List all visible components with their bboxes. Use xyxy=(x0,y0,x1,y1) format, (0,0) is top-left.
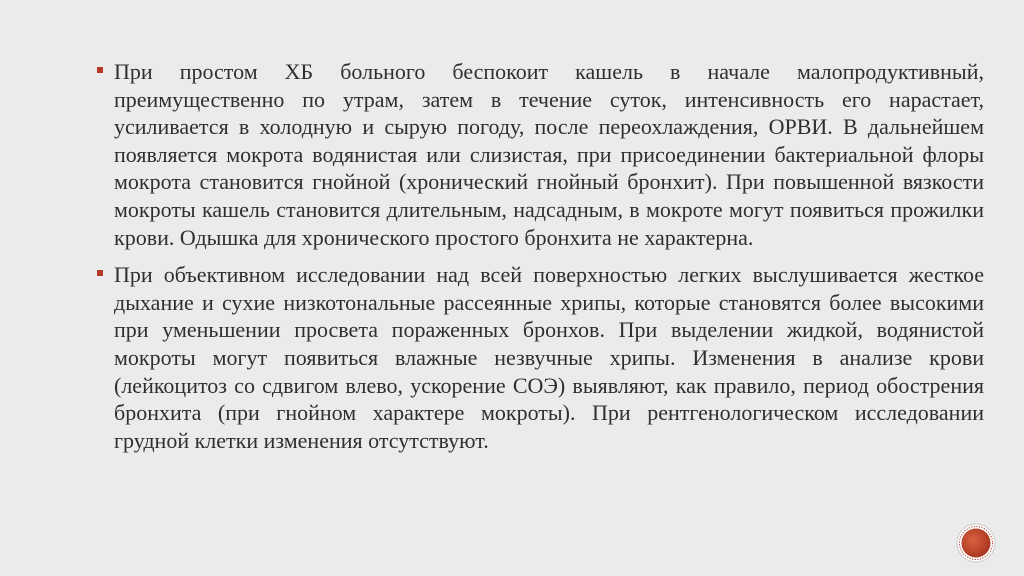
square-bullet-icon xyxy=(97,270,103,276)
bullet-text: При объективном исследовании над всей поверхностью легких выслушивается жесткое дыхание и сухие низкотональные рассеянные хрипы, которые становятся более высокими при уменьшении просвета пораженных бронхов. При выделении жидкой, водянистой мокроты могут появиться влажные незвучные хрипы. Изменения в анализе крови (лейкоцитоз со сдвигом влево, ускорение СОЭ) выявляют, как правило, период обострения бронхита (при гнойном характере мокроты). При рентгенологическом исследовании грудной клетки изменения отсутствуют. xyxy=(114,262,984,453)
slide-content xyxy=(97,58,984,464)
bullet-item-1 xyxy=(97,58,984,251)
bullet-text: При простом ХБ больного беспокоит кашель в начале малопродуктивный, преимущественно по утрам, затем в течение суток, интенсивность его нарастает, усиливается в холодную и сырую погоду, после переохлаждения, ОРВИ. В дальнейшем появляется мокрота водянистая или слизистая, при присоединении бактериальной флоры мокрота становится гнойной (хронический гнойный бронхит). При повышенной вязкости мокроты кашель становится длительным, надсадным, в мокроте могут появиться прожилки крови. Одышка для хронического простого бронхита не характерна. xyxy=(114,59,984,250)
bullet-item-2 xyxy=(97,261,984,454)
decorative-badge-icon xyxy=(956,523,996,563)
square-bullet-icon xyxy=(97,67,103,73)
